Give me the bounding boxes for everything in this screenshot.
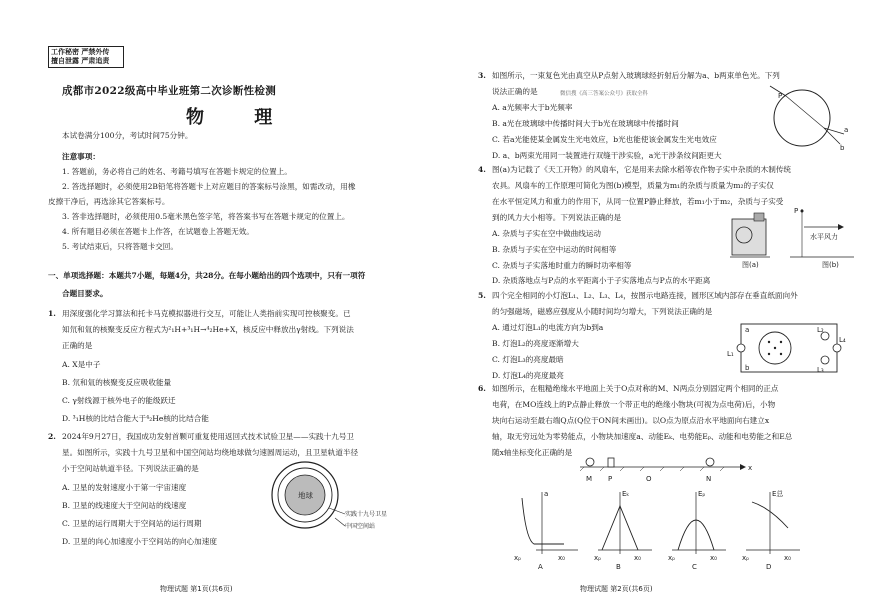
option-text: A. 卫星的发射速度小于第一宇宙速度: [62, 483, 187, 492]
option-text: A. 杂质与子实在空中做曲线运动: [492, 229, 602, 238]
graph-b-label: B: [616, 563, 621, 571]
subject-title: 物 理: [186, 107, 295, 128]
charge-n: [706, 458, 714, 466]
graph-b: [594, 490, 652, 571]
notes-item: 皮擦干净后，再选涂其它答案标号。: [48, 197, 170, 206]
question-text: 四个完全相同的小灯泡L₁、L₂、L₃、L₄，按图示电路连接，圆形区域内部存在垂直纸面向外: [492, 291, 798, 300]
question-text: 说法正确的是: [492, 87, 538, 96]
point-a-label: a: [745, 326, 750, 334]
hopper: [754, 213, 764, 221]
option-text: D. ³₁H核的比结合能大于⁴₂He核的比结合能: [62, 414, 209, 423]
point-p: [801, 210, 804, 213]
question-text: 轴，取无穷远处为零势能点，小物块加速度a、动能Eₖ、电势能Eₚ、动能和电势能之和E总: [492, 432, 793, 441]
lamp-l1-label: L₁: [727, 350, 734, 358]
question-number: 3.: [478, 71, 486, 80]
question-text: 如图所示，在粗糙绝缘水平地面上关于O点对称的M、N两点分别固定两个相同的正点: [492, 384, 779, 393]
question-text: 用深度强化学习算法和托卡马克模拟器进行交互，可能让人类指前实现可控核聚变。已: [62, 309, 351, 318]
fan-cart-drawing: [732, 219, 766, 255]
glass-sphere-figure: [770, 82, 850, 152]
question-number: 6.: [478, 384, 486, 393]
lamp-l4-label: L₄: [839, 336, 846, 344]
question-text: 随x轴坐标变化正确的是: [492, 448, 573, 457]
graph-a-curve: [522, 498, 542, 544]
ray-b-label: b: [840, 144, 845, 152]
circuit-figure: [725, 318, 845, 378]
question-text: 的匀强磁场，磁感应强度从小随时间均匀增大，下列说法正确的是: [492, 307, 713, 316]
watermark-text: 微信搜《高三答案公众号》获取全科: [560, 91, 649, 97]
figure-b-caption: 图(b): [822, 261, 839, 269]
graph-c-x1: x₀: [710, 554, 717, 562]
question-text: 到的风力大小相等。下列说法正确的是: [492, 213, 622, 222]
orbit-figure: [265, 460, 395, 550]
graph-d: [742, 489, 800, 571]
point-b-label: b: [745, 364, 750, 372]
x-axis-label: x: [748, 464, 753, 472]
point-p-label: P: [608, 475, 613, 483]
graph-d-label: D: [766, 563, 772, 571]
station-label: 中国空间站: [345, 523, 376, 530]
option-text: D. 卫星的向心加速度小于空间站的向心加速度: [62, 537, 217, 546]
graph-c-label: C: [692, 563, 697, 571]
graph-a-x0: xₚ: [514, 554, 522, 562]
charge-m: [586, 458, 594, 466]
graph-b-x0: xₚ: [594, 554, 602, 562]
option-text: D. 灯泡L₄的亮度最亮: [492, 371, 564, 380]
lamp-l4: [833, 344, 841, 352]
option-text: A. 通过灯泡L₁的电流方向为b到a: [492, 323, 604, 332]
graph-b-ylabel: Eₖ: [622, 490, 630, 498]
page-2: [440, 0, 870, 615]
option-text: D. 杂质落地点与P点的水平距离小于子实落地点与P点的水平距离: [492, 276, 711, 285]
notes-item: 5. 考试结束后，只将答题卡交回。: [62, 242, 178, 251]
ray-a-label: a: [844, 126, 849, 134]
question-text: 知氘和氚的核聚变反应方程式为²₁H+³₁H→⁴₂He+X，核反应中释放出γ射线。下列说法: [62, 325, 354, 334]
notes-item: 3. 答非选择题时，必须使用0.5毫米黑色签字笔，将答案书写在答题卡规定的位置上。: [62, 212, 350, 221]
option-text: A. a光频率大于b光频率: [492, 103, 573, 112]
graph-b-x1: x₀: [634, 554, 641, 562]
page-footer: 物理试题 第1页(共6页): [160, 585, 233, 593]
stamp-line: 工作秘密 严禁外传: [51, 48, 110, 56]
option-text: C. γ射线源于核外电子的能级跃迁: [62, 396, 176, 405]
graph-c: [668, 490, 726, 571]
exam-title: 成都市2022级高中毕业班第二次诊断性检测: [62, 85, 277, 97]
question-number: 4.: [478, 165, 486, 174]
option-text: B. 氘和氚的核聚变反应吸收能量: [62, 378, 172, 387]
question-text: 小于空间站轨道半径。下列说法正确的是: [62, 464, 199, 473]
point-o-label: O: [646, 475, 652, 483]
page-footer: 物理试题 第2页(共6页): [580, 585, 653, 593]
question-number: 1.: [48, 309, 56, 318]
option-text: B. 卫星的线速度大于空间站的线速度: [62, 501, 187, 510]
ground-hatch: [580, 467, 724, 471]
option-text: D. a、b两束光用同一装置进行双缝干涉实验，a光干涉条纹间距更大: [492, 151, 722, 160]
stamp-line: 擅自泄露 严肃追责: [51, 57, 110, 65]
option-text: A. X是中子: [62, 360, 101, 369]
graph-c-x0: xₚ: [668, 554, 676, 562]
graph-a: [514, 490, 578, 571]
graph-a-ylabel: a: [544, 490, 549, 498]
option-text: C. 卫星的运行周期大于空间站的运行周期: [62, 519, 202, 528]
notes-item: 1. 答题前，务必将自己的姓名、考籍号填写在答题卡规定的位置上。: [62, 167, 292, 176]
graph-d-x0: xₚ: [742, 554, 750, 562]
option-text: C. 杂质与子实落地时重力的瞬时功率相等: [492, 261, 632, 270]
question-number: 2.: [48, 432, 56, 441]
fan-cart-figure: [730, 205, 860, 275]
block: [608, 458, 614, 467]
option-text: C. 若a光能使某金属发生光电效应，b光也能使该金属发生光电效应: [492, 135, 717, 144]
option-text: B. 灯泡L₂的亮度逐渐增大: [492, 339, 579, 348]
section-heading: 合题目要求。: [62, 289, 108, 298]
intro-text: 本试卷满分100分，考试时间75分钟。: [62, 131, 193, 140]
graph-d-x1: x₀: [784, 554, 791, 562]
leader-line: [329, 508, 345, 514]
graph-a-label: A: [538, 563, 543, 571]
option-text: C. 灯泡L₃的亮度最暗: [492, 355, 564, 364]
point-m-label: M: [586, 475, 593, 483]
charge-line-figure: [580, 455, 760, 485]
question-number: 5.: [478, 291, 486, 300]
lamp-l3: [821, 356, 829, 364]
question-text: 农具。风扇车的工作原理可简化为图(b)模型，质量为m₁的杂质与质量为m₂的子实仅: [492, 181, 774, 190]
notes-item: 4. 所有题目必须在答题卡上作答，在试题卷上答题无效。: [62, 227, 254, 236]
refracted-ray: [786, 96, 824, 128]
notes-title: 注意事项：: [62, 152, 100, 161]
point-n-label: N: [706, 475, 712, 483]
question-text: 2024年9月27日，我国成功发射首颗可重复使用返回式技术试验卫星——实践十九号卫: [62, 432, 355, 441]
earth-label: 地球: [298, 491, 313, 500]
question-text: 图(a)为记载了《天工开物》的风扇车，它是用来去除水稻等农作物子实中杂质的木制传统: [492, 165, 792, 174]
confidential-stamp: [48, 46, 124, 68]
question-text: 块向右运动至最右端Q点(Q位于ON间未画出)。以O点为原点沿水平地面向右建立x: [492, 416, 770, 425]
glass-sphere: [774, 90, 830, 146]
question-text: 在水平恒定风力和重力的作用下，从同一位置P静止释放，若m₁小于m₂，杂质与子实受: [492, 197, 784, 206]
answer-graphs: [512, 488, 812, 570]
question-text: 电荷，在MO连线上的P点静止释放一个带正电的绝缘小物块(可视为点电荷)后，小物: [492, 400, 776, 409]
lamp-l1: [737, 344, 745, 352]
graph-d-ylabel: E总: [772, 490, 784, 498]
graph-a-x1: x₀: [558, 554, 565, 562]
notes-item: 2. 答选择题时，必须使用2B铅笔将答题卡上对应题目的答案标号涂黑，如需改动，用橡: [62, 182, 356, 191]
wind-label: 水平风力: [810, 233, 838, 241]
option-text: B. a光在玻璃球中传播时间大于b光在玻璃球中传播时间: [492, 119, 679, 128]
section-heading: 一、单项选择题：本题共7小题，每题4分，共28分。在每小题给出的四个选项中，只有一项符: [48, 271, 366, 280]
point-p-label: P: [794, 207, 799, 215]
x-axis-arrow: [740, 464, 746, 470]
lamp-l2-label: L₂: [817, 326, 824, 334]
question-text: 如图所示，一束复色光由真空从P点射入玻璃球经折射后分解为a、b两束单色光。下列: [492, 71, 780, 80]
option-text: B. 杂质与子实在空中运动的时间相等: [492, 245, 617, 254]
point-p-label: P: [778, 92, 783, 100]
leader-line: [335, 518, 345, 526]
wind-arrow-head: [838, 224, 844, 230]
question-text: 星。如图所示，实践十九号卫星和中国空间站均绕地球做匀速圆周运动，且卫星轨道半径: [62, 448, 359, 457]
graph-c-ylabel: Eₚ: [698, 490, 706, 498]
lamp-l3-label: L₃: [817, 366, 824, 374]
question-text: 正确的是: [62, 341, 93, 350]
satellite-label: 实践十九号卫星: [345, 511, 388, 518]
figure-a-caption: 图(a): [742, 261, 759, 269]
